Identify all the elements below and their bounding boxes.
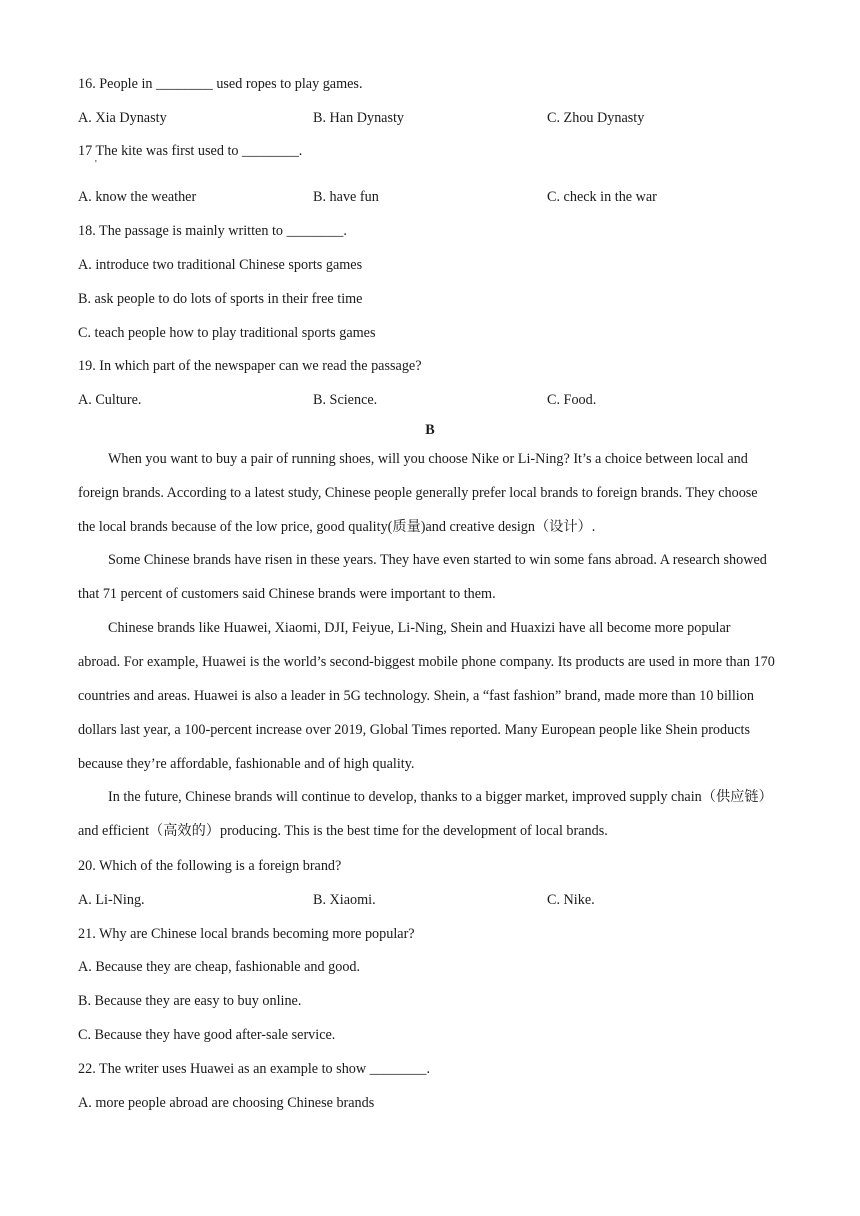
question-17-stem: 17 The kite was first used to ________. (78, 143, 303, 159)
option-b: B. ask people to do lots of sports in their free time (78, 291, 363, 307)
question-19-stem: 19. In which part of the newspaper can we read the passage? (78, 358, 422, 374)
option-c: C. check in the war (547, 189, 657, 205)
option-a: A. Culture. (78, 392, 142, 408)
question-17-options (78, 188, 778, 206)
option-b: B. Xiaomi. (313, 892, 376, 908)
option-c: C. teach people how to play traditional sports games (78, 325, 376, 341)
section-heading: B (425, 422, 435, 438)
question-16-stem: 16. People in ________ used ropes to play games. (78, 76, 363, 92)
option-a: A. Xia Dynasty (78, 110, 167, 126)
option-c: C. Because they have good after-sale service. (78, 1027, 336, 1043)
stray-mark: ' (95, 159, 97, 170)
option-b: B. Han Dynasty (313, 110, 405, 126)
option-b: B. have fun (313, 189, 379, 205)
option-a: A. know the weather (78, 189, 197, 205)
option-a: A. introduce two traditional Chinese sports games (78, 257, 363, 273)
question-20-options (78, 891, 778, 909)
question-18-stem: 18. The passage is mainly written to ________. (78, 223, 347, 239)
passage-paragraph-1: When you want to buy a pair of running shoes, will you choose Nike or Li-Ning? It’s a choice between local and foreign brands. According to a latest study, Chinese people generally prefer local brands to foreign brands. They choose the local brands because of the low price, good quality(质量)and creative design（设计）. (78, 451, 758, 535)
question-19-options (78, 391, 778, 409)
question-22-stem: 22. The writer uses Huawei as an example to show ________. (78, 1061, 430, 1077)
passage-paragraph-4: In the future, Chinese brands will continue to develop, thanks to a bigger market, improved supply chain（供应链）and efficient（高效的）producing. This is the best time for the development of local brands. (78, 789, 773, 839)
option-c: C. Zhou Dynasty (547, 110, 645, 126)
option-c: C. Nike. (547, 892, 595, 908)
option-b: B. Science. (313, 392, 378, 408)
question-16-options (78, 109, 778, 127)
option-a: A. Because they are cheap, fashionable and good. (78, 959, 361, 975)
option-b: B. Because they are easy to buy online. (78, 993, 302, 1009)
passage-paragraph-2: Some Chinese brands have risen in these years. They have even started to win some fans abroad. A research showed that 71 percent of customers said Chinese brands were important to them. (78, 552, 767, 602)
passage-paragraph-3: Chinese brands like Huawei, Xiaomi, DJI, Feiyue, Li-Ning, Shein and Huaxizi have all become more popular abroad. For example, Huawei is the world’s second-biggest mobile phone company. Its products are used in more than 170 countries and areas. Huawei is also a leader in 5G technology. Shein, a “fast fashion” brand, made more than 10 billion dollars last year, a 100-percent increase over 2019, Global Times reported. Many European people like Shein products because they’re affordable, fashionable and of high quality. (78, 620, 775, 772)
option-a: A. Li-Ning. (78, 892, 145, 908)
option-a: A. more people abroad are choosing Chinese brands (78, 1095, 375, 1111)
question-20-stem: 20. Which of the following is a foreign brand? (78, 858, 342, 874)
option-c: C. Food. (547, 392, 597, 408)
question-21-stem: 21. Why are Chinese local brands becoming more popular? (78, 926, 415, 942)
